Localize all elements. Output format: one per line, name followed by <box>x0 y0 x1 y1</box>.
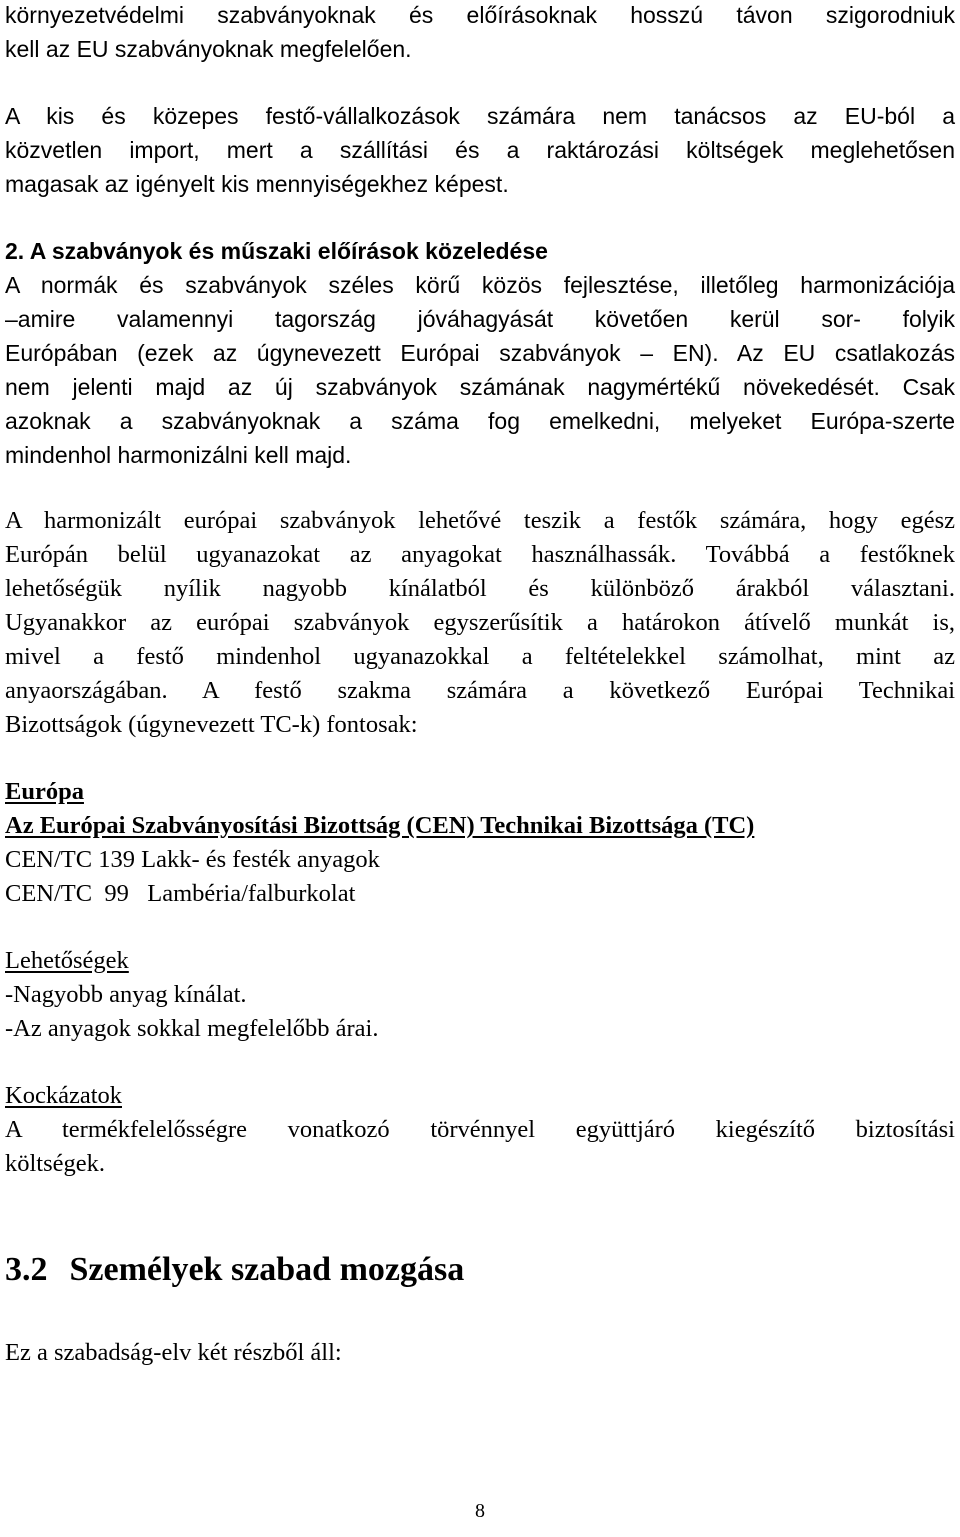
para3-line-7: Bizottságok (úgynevezett TC-k) fontosak: <box>5 711 418 738</box>
intro-line-1: környezetvédelmi szabványoknak és előírásoknak hosszú távon szigorodniuk <box>5 2 955 28</box>
para3-line-1: A harmonizált európai szabványok lehetővé teszik a festők számára, hogy egész <box>5 507 955 534</box>
para2-line-1: A normák és szabványok széles körű közös fejlesztése, illetőleg harmonizációja <box>5 272 955 298</box>
para3-line-3: lehetőségük nyílik nagyobb kínálatból és különböző árakból választani. <box>5 575 955 602</box>
para2-line-5: azoknak a szabványoknak a száma fog emelkedni, melyeket Európa-szerte <box>5 408 955 434</box>
para2-line-6: mindenhol harmonizálni kell majd. <box>5 442 352 468</box>
section32-title: Személyek szabad mozgása <box>69 1251 465 1288</box>
opportunity-item-2: -Az anyagok sokkal megfelelőbb árai. <box>5 1015 379 1042</box>
para3-line-4: Ugyanakkor az európai szabványok egyszerűsítik a határokon átívelő munkát is, <box>5 609 955 636</box>
cen-item-139: CEN/TC 139 Lakk- és festék anyagok <box>5 846 380 873</box>
section32-heading <box>5 1250 955 1290</box>
para2-line-4: nem jelenti majd az új szabványok számának nagymértékű növekedését. Csak <box>5 374 955 400</box>
opportunities-heading: Lehetőségek <box>5 947 129 974</box>
risks-line-1: A termékfelelősségre vonatkozó törvénnyel együttjáró kiegészítő biztosítási <box>5 1116 955 1143</box>
risks-heading: Kockázatok <box>5 1082 122 1109</box>
page-number: 8 <box>475 1500 485 1522</box>
section2-heading: 2. A szabványok és műszaki előírások közeledése <box>5 238 548 264</box>
para1-line-2: közvetlen import, mert a szállítási és a raktározási költségek meglehetősen <box>5 137 955 163</box>
intro-line-2: kell az EU szabványoknak megfelelően. <box>5 36 412 62</box>
risks-line-2: költségek. <box>5 1150 106 1177</box>
para1-line-1: A kis és közepes festő-vállalkozások számára nem tanácsos az EU-ból a <box>5 103 955 129</box>
para2-line-2: –amire valamennyi tagország jóváhagyását követően kerül sor- folyik <box>5 306 955 332</box>
section32-number: 3.2 <box>5 1251 48 1288</box>
para3-line-6: anyaországában. A festő szakma számára a következő Európai Technikai <box>5 677 955 704</box>
cen-heading: Az Európai Szabványosítási Bizottság (CEN) Technikai Bizottsága (TC) <box>5 812 755 839</box>
para1-line-3: magasak az igényelt kis mennyiségekhez képest. <box>5 171 509 197</box>
europa-heading: Európa <box>5 778 84 805</box>
cen-item-99: CEN/TC 99 Lambéria/falburkolat <box>5 880 356 907</box>
para3-line-2: Európán belül ugyanazokat az anyagokat használhassák. Továbbá a festőknek <box>5 541 955 568</box>
closing-line: Ez a szabadság-elv két részből áll: <box>5 1339 342 1366</box>
para3-line-5: mivel a festő mindenhol ugyanazokkal a feltételekkel számolhat, mint az <box>5 643 955 670</box>
para2-line-3: Európában (ezek az úgynevezett Európai szabványok – EN). Az EU csatlakozás <box>5 340 955 366</box>
opportunity-item-1: -Nagyobb anyag kínálat. <box>5 981 247 1008</box>
